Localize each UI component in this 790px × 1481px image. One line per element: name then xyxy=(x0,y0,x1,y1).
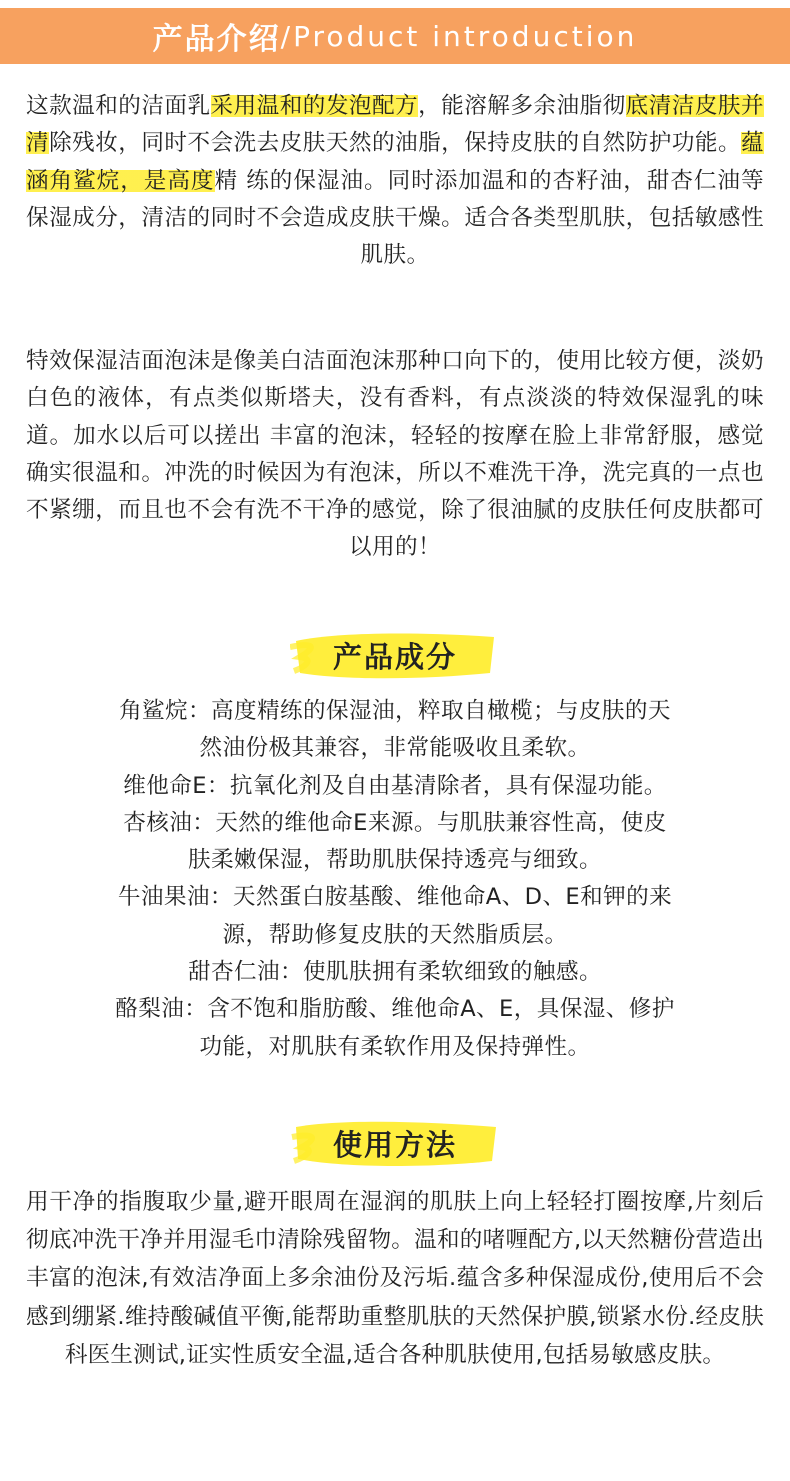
header-banner xyxy=(0,8,790,64)
ingredient-line: 然油份极其兼容，非常能吸收且柔软。 xyxy=(199,735,591,762)
intro-paragraph-1 xyxy=(26,88,764,274)
ingredient-line: 维他命E：抗氧化剂及自由基清除者，具有保湿功能。 xyxy=(123,772,667,799)
ingredient-line: 角鲨烷：高度精练的保湿油，粹取自橄榄；与皮肤的天 xyxy=(119,698,671,724)
ingredient-line: 牛油果油：天然蛋白胺基酸、维他命A、D、E和钾的来 xyxy=(117,884,673,911)
usage-title: 使用方法 xyxy=(332,1127,457,1162)
ingredient-line: 酪梨油：含不饱和脂肪酸、维他命A、E，具保湿、修护 xyxy=(115,996,675,1023)
intro-text: 这款温和的洁面乳 xyxy=(26,93,211,119)
ingredients-list xyxy=(26,693,764,1066)
highlighted-text: 底清洁皮肤并清 xyxy=(26,93,764,157)
ingredient-line: 甜杏仁油：使肌肤拥有柔软细致的触感。 xyxy=(188,959,602,986)
header-separator: / xyxy=(280,19,294,53)
header-title-en: Product introduction xyxy=(293,19,638,53)
intro-paragraph-2: 特效保湿洁面泡沫是像美白洁面泡沫那种口向下的，使用比较方便，淡奶白色的液体，有点类似斯塔夫，没有香料，有点淡淡的特效保湿乳的味道。加水以后可以搓出 丰富的泡沫，轻轻的按摩在脸上非常舒服，感觉确实很温和。冲洗的时候因为有泡沫，所以不难洗干净，洗完真的一点也不紧绷，而且也不会有洗不干净的感觉，除了很油腻的皮肤任何皮肤都可以用的！ xyxy=(26,348,764,561)
usage-paragraph: 用干净的指腹取少量,避开眼周在湿润的肌肤上向上轻轻打圈按摩,片刻后彻底冲洗干净并用湿毛巾清除残留物。温和的啫喱配方,以天然糖份营造出丰富的泡沫,有效洁净面上多余油份及污垢.蕴含多种保湿成份,使用后不会感到绷紧.维持酸碱值平衡,能帮助重整肌肤的天然保护膜,锁紧水份.经皮肤科医生测试,证实性质安全温,适合各种肌肤使用,包括易敏感皮肤。 xyxy=(26,1189,764,1368)
usage-heading xyxy=(0,1108,790,1178)
intro-text: 除残妆，同时不会洗去皮肤天然的油脂，保持皮肤的自然防护功能。 xyxy=(49,130,742,157)
ingredients-heading xyxy=(0,620,790,690)
intro-text: ，能溶解多余油脂彻 xyxy=(418,93,626,119)
ingredients-title: 产品成分 xyxy=(332,639,457,674)
intro-text: 精 练的保湿油。同时添加温和的杏籽油，甜杏仁油等保湿成分，清洁的同时不会造成皮肤干燥。适合各类型肌肤，包括敏感性肌肤。 xyxy=(26,167,764,269)
highlighted-text: 蕴涵角鲨烷，是高度 xyxy=(26,130,765,194)
ingredient-line: 功能，对肌肤有柔软作用及保持弹性。 xyxy=(199,1033,591,1060)
ingredient-line: 肤柔嫩保湿，帮助肌肤保持透亮与细致。 xyxy=(188,847,602,874)
ingredient-line: 杏核油：天然的维他命E来源。与肌肤兼容性高，使皮 xyxy=(123,809,667,836)
highlighted-text: 采用温和的发泡配方 xyxy=(210,93,419,119)
ingredient-line: 源，帮助修复皮肤的天然脂质层。 xyxy=(222,921,568,948)
header-title-cn: 产品介绍 xyxy=(152,22,281,57)
